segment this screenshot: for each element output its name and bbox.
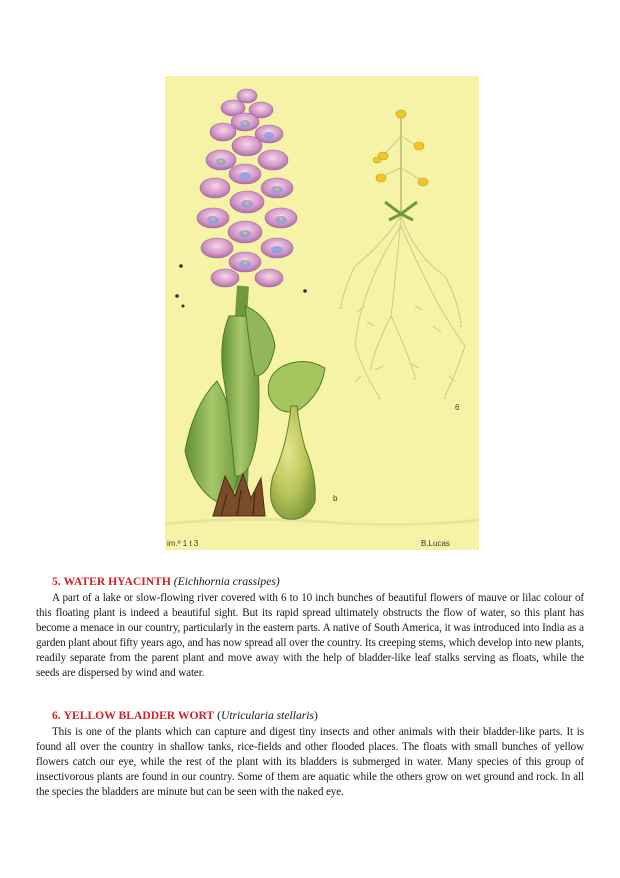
paren-open: (	[217, 709, 221, 722]
hyacinth-leaf-right	[268, 361, 325, 412]
section-name: WATER HYACINTH	[63, 575, 171, 588]
section-body: A part of a lake or slow-flowing river covered with 6 to 10 inch bunches of beautiful flowers of mauve or lilac colour of this floating plant is indeed a beautiful sight. But its rapid spread ultimately obstructs the flow of water, so this plant has become a menace in our country, particularly in the eastern parts. A native of South America, it was introduced into India as a garden plant about fifty years ago, and has now spread all over the country. Its creeping stems, which develop into new plants, readily separate from the parent plant and move away with the help of bladder-like leaf stalks serving as floats, while the seeds are dispersed by wind and water.	[36, 592, 584, 679]
plate-left-caption: im.º 1 t 3	[167, 539, 199, 548]
scientific-name: Utricularia stellaris	[220, 709, 315, 722]
yellow-bladderwort-drawing	[340, 110, 466, 400]
section-water-hyacinth	[36, 574, 584, 681]
illustration-svg	[165, 76, 479, 550]
hyacinth-bulb-float	[271, 406, 316, 519]
section-body: This is one of the plants which can capture and digest tiny insects and other animals with their bladder-like parts. It is found all over the country in shallow tanks, rice-fields and other flooded places. The floats with small bunches of yellow flowers catch our eye, while the rest of the plant with its bladders is submerged in water. Many species of this group of insectivorous plants are found in our country. Some of them are aquatic while the others grow on wet ground and rock. In all the species the bladders are minute but can be seen with the naked eye.	[36, 726, 584, 798]
section-name: YELLOW BLADDER WORT	[63, 709, 215, 722]
section-heading	[52, 708, 584, 723]
plate-label-b: b	[333, 494, 338, 503]
plate-label-6: 6	[455, 403, 460, 412]
botanical-illustration	[165, 76, 479, 550]
section-number: 5.	[52, 575, 61, 588]
section-number: 6.	[52, 709, 61, 722]
paren-close: )	[314, 709, 318, 722]
scientific-name: (Eichhornia crassipes)	[173, 575, 280, 588]
artist-signature: B.Lucas	[421, 539, 450, 548]
water-hyacinth-drawing	[185, 286, 325, 519]
section-yellow-bladder-wort	[36, 708, 584, 800]
water-line	[165, 519, 479, 524]
hyacinth-flower-spike	[175, 89, 307, 308]
section-heading	[52, 574, 584, 589]
